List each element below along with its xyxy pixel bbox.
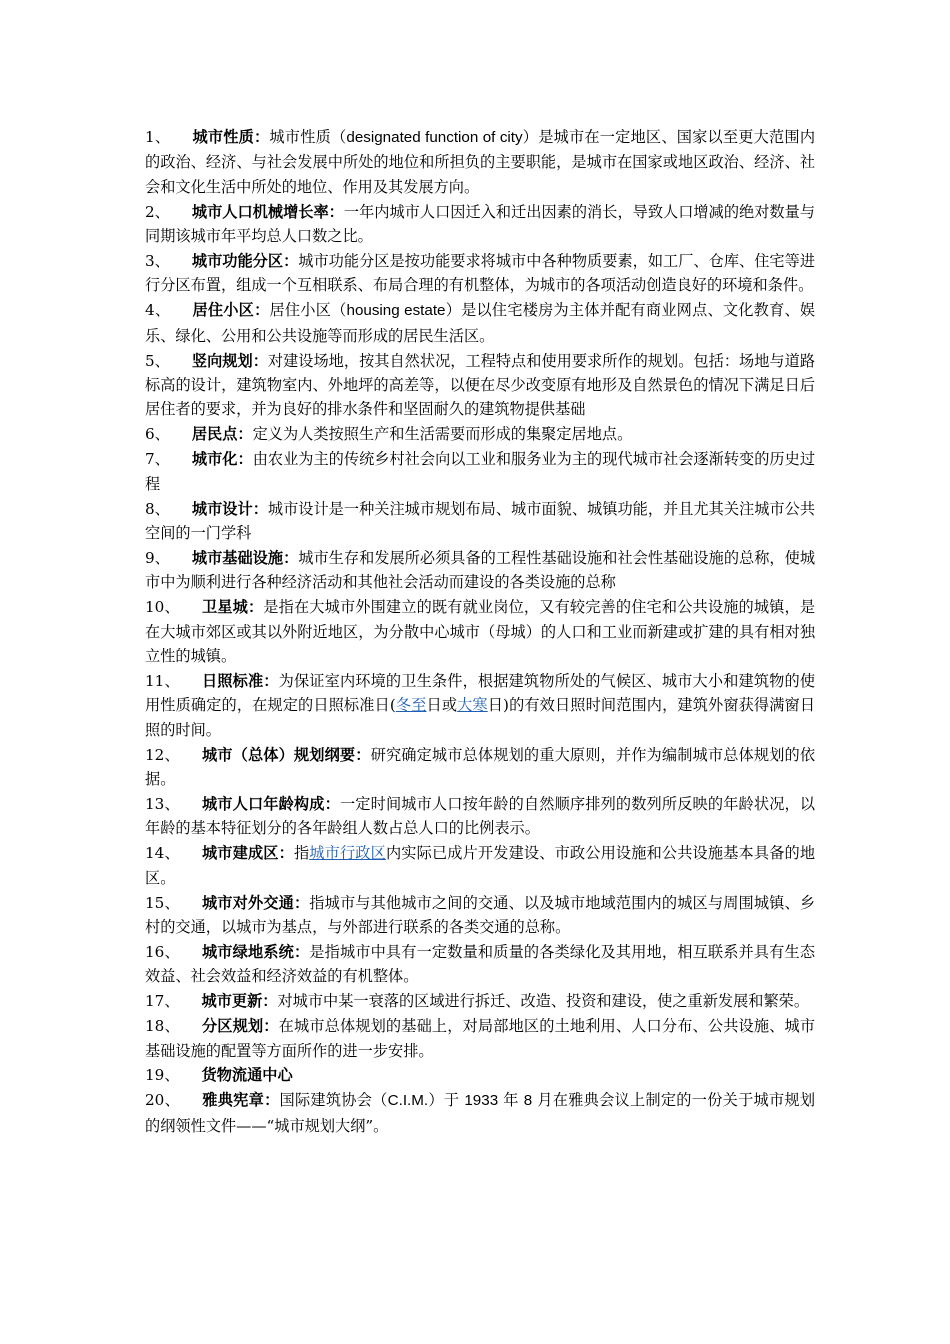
definition-text: 对建设场地，按其自然状况，工程特点和使用要求所作的规划。包括：场地与道路标高的设计，建筑物室内、外地坪的高差等，以便在尽少改变原有地形及自然景色的情况下满足日后居住者的要求，并为良好的排水条件和坚固耐久的建筑物提供基础 xyxy=(145,351,816,419)
definition-text: 年 xyxy=(498,1091,524,1110)
entry-term: 居住小区 xyxy=(192,301,255,320)
entry-term: 城市功能分区 xyxy=(191,252,284,271)
definition-text: 研究确定城市总体规划的重大原则，并作为编制城市总体规划的依据。 xyxy=(145,745,816,789)
entry-term-colon: ： xyxy=(293,942,310,961)
definition-text: 指 xyxy=(293,844,310,863)
definition-text: 8 xyxy=(523,1092,533,1110)
entry-term: 城市人口机械增长率 xyxy=(191,202,329,221)
entry-number: 10、 xyxy=(145,598,180,617)
entry-term: 城市化 xyxy=(191,450,238,469)
entry-term: 城市建成区 xyxy=(201,844,279,863)
entry-term: 城市人口年龄构成 xyxy=(201,794,325,813)
entry-term-colon: ： xyxy=(237,425,253,444)
definition-text: 由农业为主的传统乡村社会向以工业和服务业为主的现代城市社会逐渐转变的历史过程 xyxy=(145,450,816,493)
entry-term-colon: ： xyxy=(262,992,278,1011)
definition-text: 是指在大城市外围建立的既有就业岗位，又有较完善的住宅和公共设施的城镇，是在大城市郊区或其以外附近地区，为分散中心城市（母城）的人口和工业而新建或扩建的具有相对独立性的城镇。 xyxy=(145,598,816,666)
definition-entry xyxy=(145,1014,815,1063)
definition-text: 城市性质（ xyxy=(269,128,347,146)
entry-term-colon: ： xyxy=(252,351,268,370)
entry-number: 14、 xyxy=(145,844,180,863)
definition-entry xyxy=(145,669,815,742)
entry-term-colon: ： xyxy=(355,745,371,764)
definition-entry xyxy=(145,743,815,792)
definition-entry xyxy=(145,1063,815,1087)
definition-entry xyxy=(145,249,815,298)
definition-text: 城市设计是一种关注城市规划布局、城市面貌、城镇功能，并且尤其关注城市公共空间的一门学科 xyxy=(145,499,816,542)
entry-term: 卫星城 xyxy=(201,598,248,617)
entry-term-colon: ： xyxy=(254,128,270,146)
definition-entry xyxy=(145,546,815,595)
definition-entry xyxy=(145,989,815,1013)
definition-text: 一年内城市人口因迁入和迁出因素的消长，导致人口增减的绝对数量与同期该城市年平均总人口数之比。 xyxy=(145,202,816,246)
entry-number: 7、 xyxy=(145,450,170,469)
definition-text: C.I.M. xyxy=(387,1092,429,1110)
entry-term: 城市性质 xyxy=(192,128,255,146)
definition-text: 日或 xyxy=(426,696,458,715)
definition-text: 日)的有效日照时间范围内，建筑外窗获得满窗日照的时间。 xyxy=(145,696,816,739)
definition-text: ）是城市在一定地区、国家以至更大范围内的政治、经济、与社会发展中所处的地位和所担负的主要职能，是城市在国家或地区政治、经济、社会和文化生活中所处的地位、作用及其发展方向。 xyxy=(145,128,816,196)
entry-number: 15、 xyxy=(145,893,180,912)
entry-number: 3、 xyxy=(145,252,170,271)
hyperlink[interactable]: 大寒 xyxy=(457,696,488,715)
entry-number: 5、 xyxy=(145,351,170,370)
entry-number: 17、 xyxy=(145,992,180,1011)
entry-term-colon: ： xyxy=(263,1017,279,1036)
entry-term-colon: ： xyxy=(263,671,279,690)
definition-text: 居住小区（ xyxy=(269,301,347,320)
definition-entry xyxy=(145,349,815,422)
entry-number: 12、 xyxy=(145,745,180,764)
entry-term: 城市绿地系统 xyxy=(201,942,294,961)
entry-number: 8、 xyxy=(145,499,170,518)
entry-term-colon: ： xyxy=(293,893,310,912)
entry-term-colon: ： xyxy=(324,794,340,813)
definition-entry xyxy=(145,595,815,668)
definition-entry xyxy=(145,447,815,496)
definition-entry xyxy=(145,1088,815,1138)
definition-entry xyxy=(145,841,815,890)
entry-term: 居民点 xyxy=(191,425,238,444)
entry-term: 城市（总体）规划纲要 xyxy=(201,745,356,764)
definition-entry xyxy=(145,200,815,249)
entry-term: 雅典宪章 xyxy=(202,1091,265,1110)
definition-entry xyxy=(145,940,815,989)
definition-text: 为保证室内环境的卫生条件，根据建筑物所处的气候区、城市大小和建筑物的使用性质确定的，在规定的日照标准日( xyxy=(145,671,816,715)
entry-number: 13、 xyxy=(145,794,180,813)
entry-term-colon: ： xyxy=(283,252,299,271)
definition-text: 一定时间城市人口按年龄的自然顺序排列的数列所反映的年龄状况，以年龄的基本特征划分的各年龄组人数占总人口的比例表示。 xyxy=(145,794,816,838)
definition-entry xyxy=(145,891,815,940)
entry-term: 城市更新 xyxy=(201,992,263,1011)
entry-number: 6、 xyxy=(145,425,170,444)
entry-number: 16、 xyxy=(145,942,180,961)
definition-text: 定义为人类按照生产和生活需要而形成的集聚定居地点。 xyxy=(252,425,633,444)
definition-text: 对城市中某一衰落的区域进行拆迁、改造、投资和建设，使之重新发展和繁荣。 xyxy=(277,992,810,1011)
definition-text: 内实际已成片开发建设、市政公用设施和公共设施基本具备的地区。 xyxy=(145,844,816,887)
definition-text: 国际建筑协会（ xyxy=(279,1091,388,1110)
document-page xyxy=(145,125,815,1139)
definition-entry xyxy=(145,125,815,199)
entry-number: 9、 xyxy=(145,548,170,567)
entry-number: 4、 xyxy=(145,301,171,320)
entry-term: 城市设计 xyxy=(191,499,253,518)
entry-number: 20、 xyxy=(145,1091,181,1110)
entry-term-colon: ： xyxy=(264,1091,280,1110)
definition-text: 指城市与其他城市之间的交通、以及城市地域范围内的城区与周围城镇、乡村的交通，以城市为基点，与外部进行联系的各类交通的总称。 xyxy=(145,893,816,936)
entry-number: 11、 xyxy=(145,671,180,690)
entry-term: 城市对外交通 xyxy=(201,893,294,912)
definition-text: 在城市总体规划的基础上，对局部地区的土地利用、人口分布、公共设施、城市基础设施的配置等方面所作的进一步安排。 xyxy=(145,1017,816,1060)
definition-text: designated function of city xyxy=(346,129,523,146)
entry-term-colon: ： xyxy=(254,301,270,320)
entry-term: 分区规划 xyxy=(201,1017,264,1036)
entry-number: 18、 xyxy=(145,1017,180,1036)
definition-entry xyxy=(145,792,815,841)
entry-term-colon: ： xyxy=(237,450,253,469)
definition-text: ）于 xyxy=(428,1091,465,1110)
entry-term: 日照标准 xyxy=(201,671,264,690)
definition-text: 城市功能分区是按功能要求将城市中各种物质要素，如工厂、仓库、住宅等进行分区布置，组成一个互相联系、布局合理的有机整体，为城市的各项活动创造良好的环境和条件。 xyxy=(145,252,816,295)
definition-text: ）是以住宅楼房为主体并配有商业网点、文化教育、娱乐、绿化、公用和公共设施等而形成的居民生活区。 xyxy=(145,301,816,345)
hyperlink[interactable]: 冬至 xyxy=(395,696,427,715)
definition-entry xyxy=(145,422,815,446)
entry-number: 2、 xyxy=(145,202,170,221)
entry-number: 19、 xyxy=(145,1066,180,1085)
entry-term: 城市基础设施 xyxy=(191,548,284,567)
entry-term-colon: ： xyxy=(278,844,294,863)
hyperlink[interactable]: 城市行政区 xyxy=(309,844,386,863)
definition-entry xyxy=(145,497,815,546)
definition-text: housing estate xyxy=(346,302,446,320)
definition-text: 月在雅典会议上制定的一份关于城市规划的纲领性文件——“城市规划大纲”。 xyxy=(145,1091,816,1135)
entry-term-colon: ： xyxy=(328,202,344,221)
entry-term: 竖向规划 xyxy=(191,351,253,370)
entry-number: 1、 xyxy=(145,128,171,146)
entry-term-colon: ： xyxy=(252,499,268,518)
entry-term-colon: ： xyxy=(283,548,299,567)
entry-term: 货物流通中心 xyxy=(201,1066,293,1085)
definition-text: 是指城市中具有一定数量和质量的各类绿化及其用地，相互联系并具有生态效益、社会效益和经济效益的有机整体。 xyxy=(145,942,816,986)
entry-term-colon: ： xyxy=(247,598,264,617)
definition-text: 1933 xyxy=(464,1092,499,1110)
definition-entry xyxy=(145,298,815,348)
definition-text: 城市生存和发展所必须具备的工程性基础设施和社会性基础设施的总称，使城市中为顺利进行各种经济活动和其他社会活动而建设的各类设施的总称 xyxy=(145,548,816,592)
